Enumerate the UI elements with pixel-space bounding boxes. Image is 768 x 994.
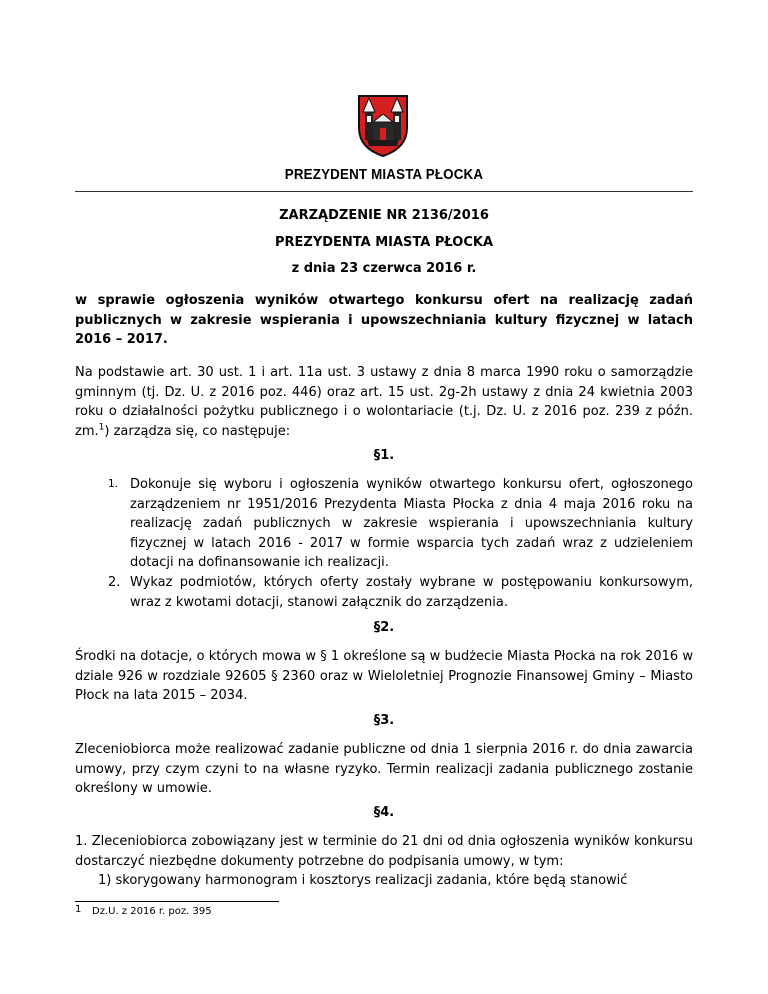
header-divider [75, 191, 693, 192]
section-1-item-1 [75, 475, 693, 571]
section-4-subitem: 1) skorygowany harmonogram i kosztorys realizacji zadania, które będą stanowić [98, 873, 628, 888]
document-number: ZARZĄDZENIE NR 2136/2016 [279, 208, 489, 223]
section-1-item-2 [75, 573, 693, 613]
section-3-text: Zleceniobiorca może realizować zadanie publiczne od dnia 1 sierpnia 2016 r. do dnia zawarcia umowy, przy czym czyni to na własne ryzyko. Termin realizacji zadania publicznego zostanie określony w umowie. [75, 742, 693, 797]
section-3-heading: §3. [373, 713, 395, 728]
preamble [75, 363, 693, 441]
item-text: Dokonuje się wyboru i ogłoszenia wyników otwartego konkursu ofert, ogłoszonego zarządzeniem nr 1951/2016 Prezydenta Miasta Płocka z dnia 4 maja 2016 roku na realizację zadań publicznych w zakresie wspierania i upowszechniania kultury fizycznej w latach 2016 - 2017 w formie wsparcia tych zadań wraz z udzieleniem dotacji na dofinansowanie ich realizacji. [130, 477, 693, 571]
organization-header: PREZYDENT MIASTA PŁOCKA [284, 167, 484, 183]
footnote-mark: 1 [75, 904, 82, 915]
preamble-text: Na podstawie art. 30 ust. 1 i art. 11a ust. 3 ustawy z dnia 8 marca 1990 roku o samorządzie gminnym (tj. Dz. U. z 2016 poz. 446) oraz art. 15 ust. 2g-2h ustawy z dnia 24 kwietnia 2003 roku o działalności pożytku publicznego i o wolontariacie (t.j. Dz. U. z 2016 poz. 239 z późn. zm. [75, 365, 693, 439]
item-number: 1. [108, 478, 119, 490]
footnote-text: Dz.U. z 2016 r. poz. 395 [92, 906, 212, 917]
footnote-reference: 1 [98, 422, 105, 433]
document-issuer: PREZYDENTA MIASTA PŁOCKA [274, 235, 494, 250]
document-subject: w sprawie ogłoszenia wyników otwartego konkursu ofert na realizację zadań publicznych w zakresie wspierania i upowszechniania kultury fizycznej w latach 2016 – 2017. [75, 293, 693, 348]
section-1-heading: §1. [373, 448, 395, 463]
item-number: 2. [108, 575, 121, 590]
section-4-heading: §4. [373, 805, 395, 820]
footnote-divider [75, 901, 279, 902]
section-4-text: 1. Zleceniobiorca zobowiązany jest w terminie do 21 dni od dnia ogłoszenia wyników konkursu dostarczyć niezbędne dokumenty potrzebne do podpisania umowy, w tym: [75, 834, 693, 869]
document-date: z dnia 23 czerwca 2016 r. [291, 261, 477, 276]
item-text: Wykaz podmiotów, których oferty zostały wybrane w postępowaniu konkursowym, wraz z kwotami dotacji, stanowi załącznik do zarządzenia. [130, 575, 693, 610]
section-2-heading: §2. [373, 620, 395, 635]
section-2-text: Środki na dotacje, o których mowa w § 1 określone są w budżecie Miasta Płocka na rok 2016 w dziale 926 w rozdziale 92605 § 2360 oraz w Wieloletniej Prognozie Finansowej Gminy – Miasto Płock na lata 2015 – 2034. [75, 649, 693, 704]
city-coat-of-arms-icon [357, 94, 409, 158]
preamble-tail: ) zarządza się, co następuje: [104, 423, 291, 439]
